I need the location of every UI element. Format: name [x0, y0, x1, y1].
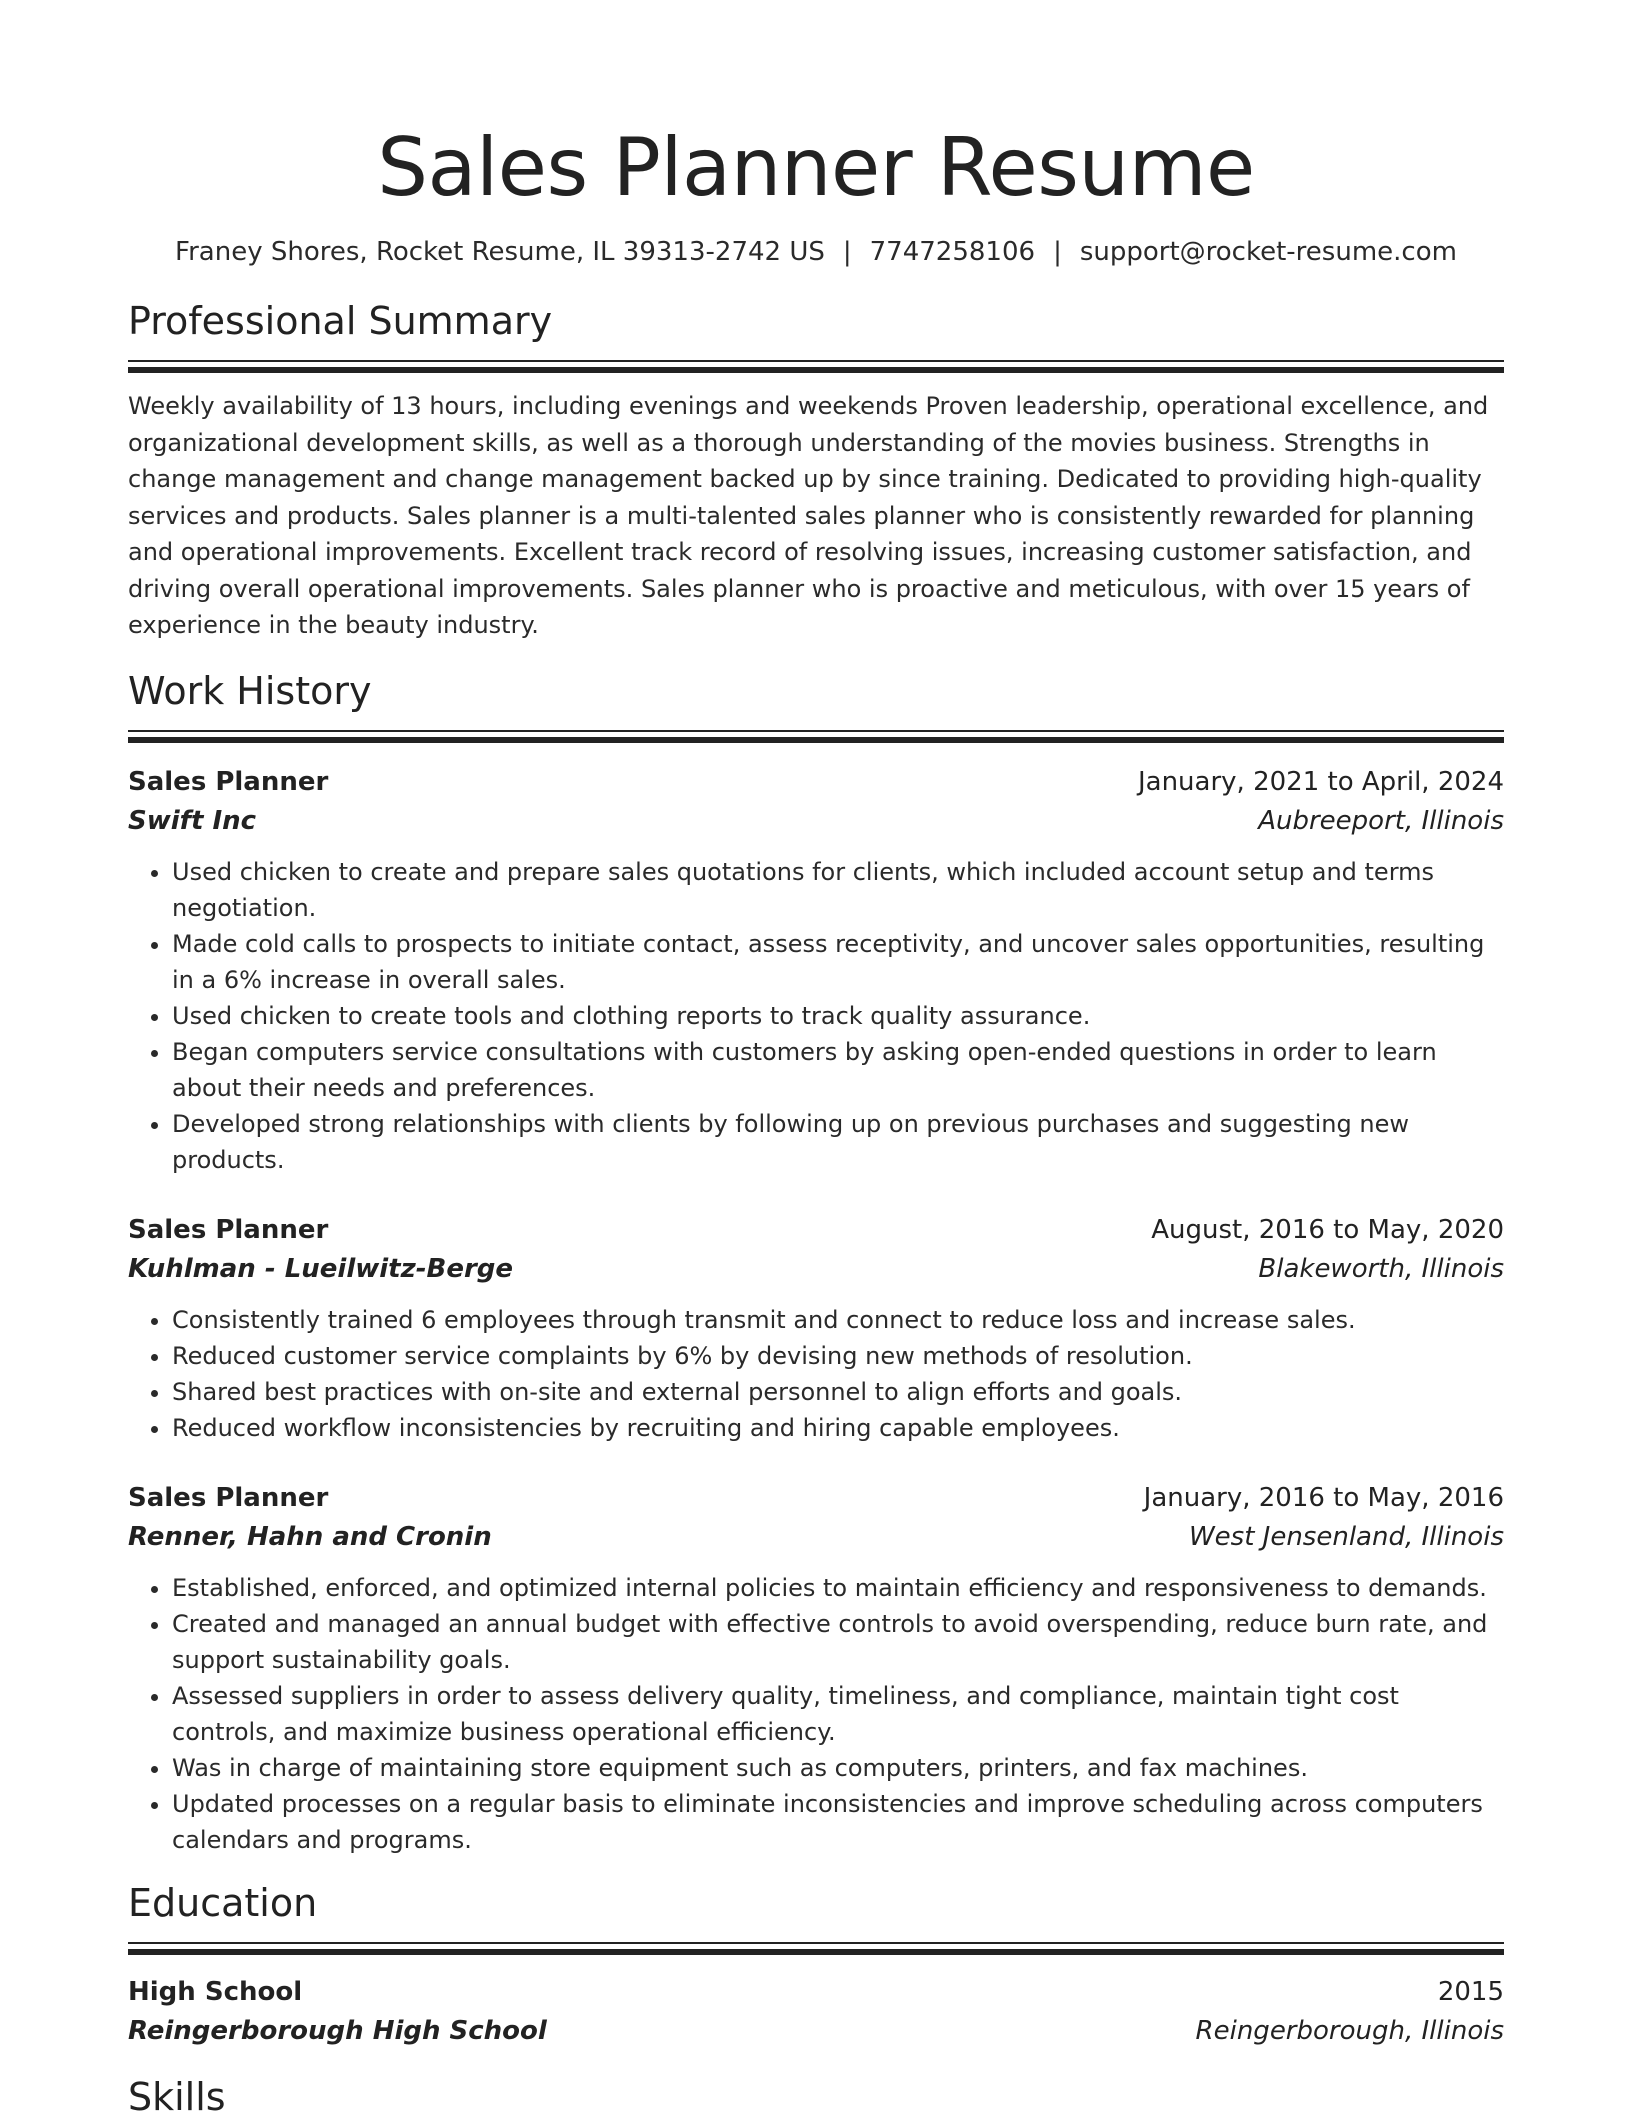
education-entry — [128, 1972, 1504, 2050]
job-bullet: • Reduced workflow inconsistencies by recruiting and hiring capable employees. — [172, 1410, 1504, 1446]
contact-email: support@rocket-resume.com — [1079, 237, 1457, 267]
education-section — [128, 1878, 1504, 2050]
job-bullet: • Began computers service consultations with customers by asking open-ended questions in order to learn about their needs and preferences. — [172, 1034, 1504, 1106]
contact-line — [128, 234, 1504, 270]
job-header — [128, 1210, 1504, 1250]
job-title: Sales Planner — [128, 766, 329, 797]
contact-separator: | — [842, 237, 852, 267]
job-location: Aubreeport, Illinois — [1258, 805, 1504, 836]
job-entry — [128, 1478, 1504, 1858]
section-title-summary: Professional Summary — [128, 299, 553, 343]
job-bullet: • Updated processes on a regular basis to eliminate inconsistencies and improve scheduling across computers calendars and programs. — [172, 1786, 1504, 1858]
job-bullet: • Created and managed an annual budget with effective controls to avoid overspending, reduce burn rate, and support sustainability goals. — [172, 1606, 1504, 1678]
job-company: Renner, Hahn and Cronin — [128, 1521, 492, 1552]
section-divider — [128, 730, 1504, 744]
education-degree: High School — [128, 1976, 303, 2007]
section-title-education: Education — [128, 1880, 318, 1925]
job-subheader — [128, 1250, 1504, 1288]
section-divider — [128, 1942, 1504, 1956]
job-bullets — [128, 1302, 1504, 1446]
job-subheader — [128, 1518, 1504, 1556]
summary-section — [128, 296, 1504, 644]
job-bullets — [128, 1570, 1504, 1858]
job-bullet: • Assessed suppliers in order to assess delivery quality, timeliness, and compliance, maintain tight cost controls, and maximize business operational efficiency. — [172, 1678, 1504, 1750]
job-bullet: • Reduced customer service complaints by 6% by devising new methods of resolution. — [172, 1338, 1504, 1374]
job-company: Swift Inc — [128, 805, 257, 836]
work-history-section — [128, 666, 1504, 1858]
job-bullet: • Made cold calls to prospects to initiate contact, assess receptivity, and uncover sales opportunities, resulting in a 6% increase in overall sales. — [172, 926, 1504, 998]
education-header — [128, 1972, 1504, 2012]
job-bullet: • Used chicken to create tools and clothing reports to track quality assurance. — [172, 998, 1504, 1034]
job-bullet: • Shared best practices with on-site and external personnel to align efforts and goals. — [172, 1374, 1504, 1410]
job-dates: January, 2016 to May, 2016 — [1143, 1482, 1504, 1513]
job-dates: January, 2021 to April, 2024 — [1137, 766, 1504, 797]
job-title: Sales Planner — [128, 1214, 329, 1245]
contact-address: Franey Shores, Rocket Resume, IL 39313-2742 US — [175, 237, 825, 267]
job-bullet: • Was in charge of maintaining store equipment such as computers, printers, and fax machines. — [172, 1750, 1504, 1786]
job-header — [128, 1478, 1504, 1518]
job-location: West Jensenland, Illinois — [1188, 1521, 1504, 1552]
job-company: Kuhlman - Lueilwitz-Berge — [128, 1253, 514, 1284]
skills-section — [128, 2072, 1504, 2122]
summary-text: Weekly availability of 13 hours, including evenings and weekends Proven leadership, operational excellence, and organizational development skills, as well as a thorough understanding of the movies business. Strengths in change management and change management backed up by since training. Dedicated to providing high-quality services and products. Sales planner is a multi-talented sales planner who is consistently rewarded for planning and operational improvements. Excellent track record of resolving issues, increasing customer satisfaction, and driving overall operational improvements. Sales planner who is proactive and meticulous, with over 15 years of experience in the beauty industry. — [128, 392, 1489, 639]
education-school: Reingerborough High School — [128, 2015, 547, 2046]
job-bullets — [128, 854, 1504, 1178]
contact-phone: 7747258106 — [869, 237, 1036, 267]
job-dates: August, 2016 to May, 2020 — [1151, 1214, 1504, 1245]
section-title-work-history: Work History — [128, 668, 372, 713]
resume-title: Sales Planner Resume — [377, 121, 1255, 214]
job-bullet: • Consistently trained 6 employees through transmit and connect to reduce loss and increase sales. — [172, 1302, 1504, 1338]
job-header — [128, 762, 1504, 802]
resume-page — [128, 118, 1504, 2122]
contact-separator: | — [1053, 237, 1062, 267]
section-title-skills: Skills — [128, 2074, 226, 2119]
job-location: Blakeworth, Illinois — [1258, 1253, 1504, 1284]
job-bullet: • Used chicken to create and prepare sales quotations for clients, which included account setup and terms negotiation. — [172, 854, 1504, 926]
education-location: Reingerborough, Illinois — [1195, 2015, 1504, 2046]
job-entry — [128, 1210, 1504, 1446]
job-entry — [128, 762, 1504, 1178]
education-subheader — [128, 2012, 1504, 2050]
section-divider — [128, 360, 1504, 374]
job-bullet: • Established, enforced, and optimized internal policies to maintain efficiency and responsiveness to demands. — [172, 1570, 1504, 1606]
job-subheader — [128, 802, 1504, 840]
education-year: 2015 — [1437, 1976, 1504, 2007]
job-bullet: • Developed strong relationships with clients by following up on previous purchases and suggesting new products. — [172, 1106, 1504, 1178]
job-title: Sales Planner — [128, 1482, 329, 1513]
